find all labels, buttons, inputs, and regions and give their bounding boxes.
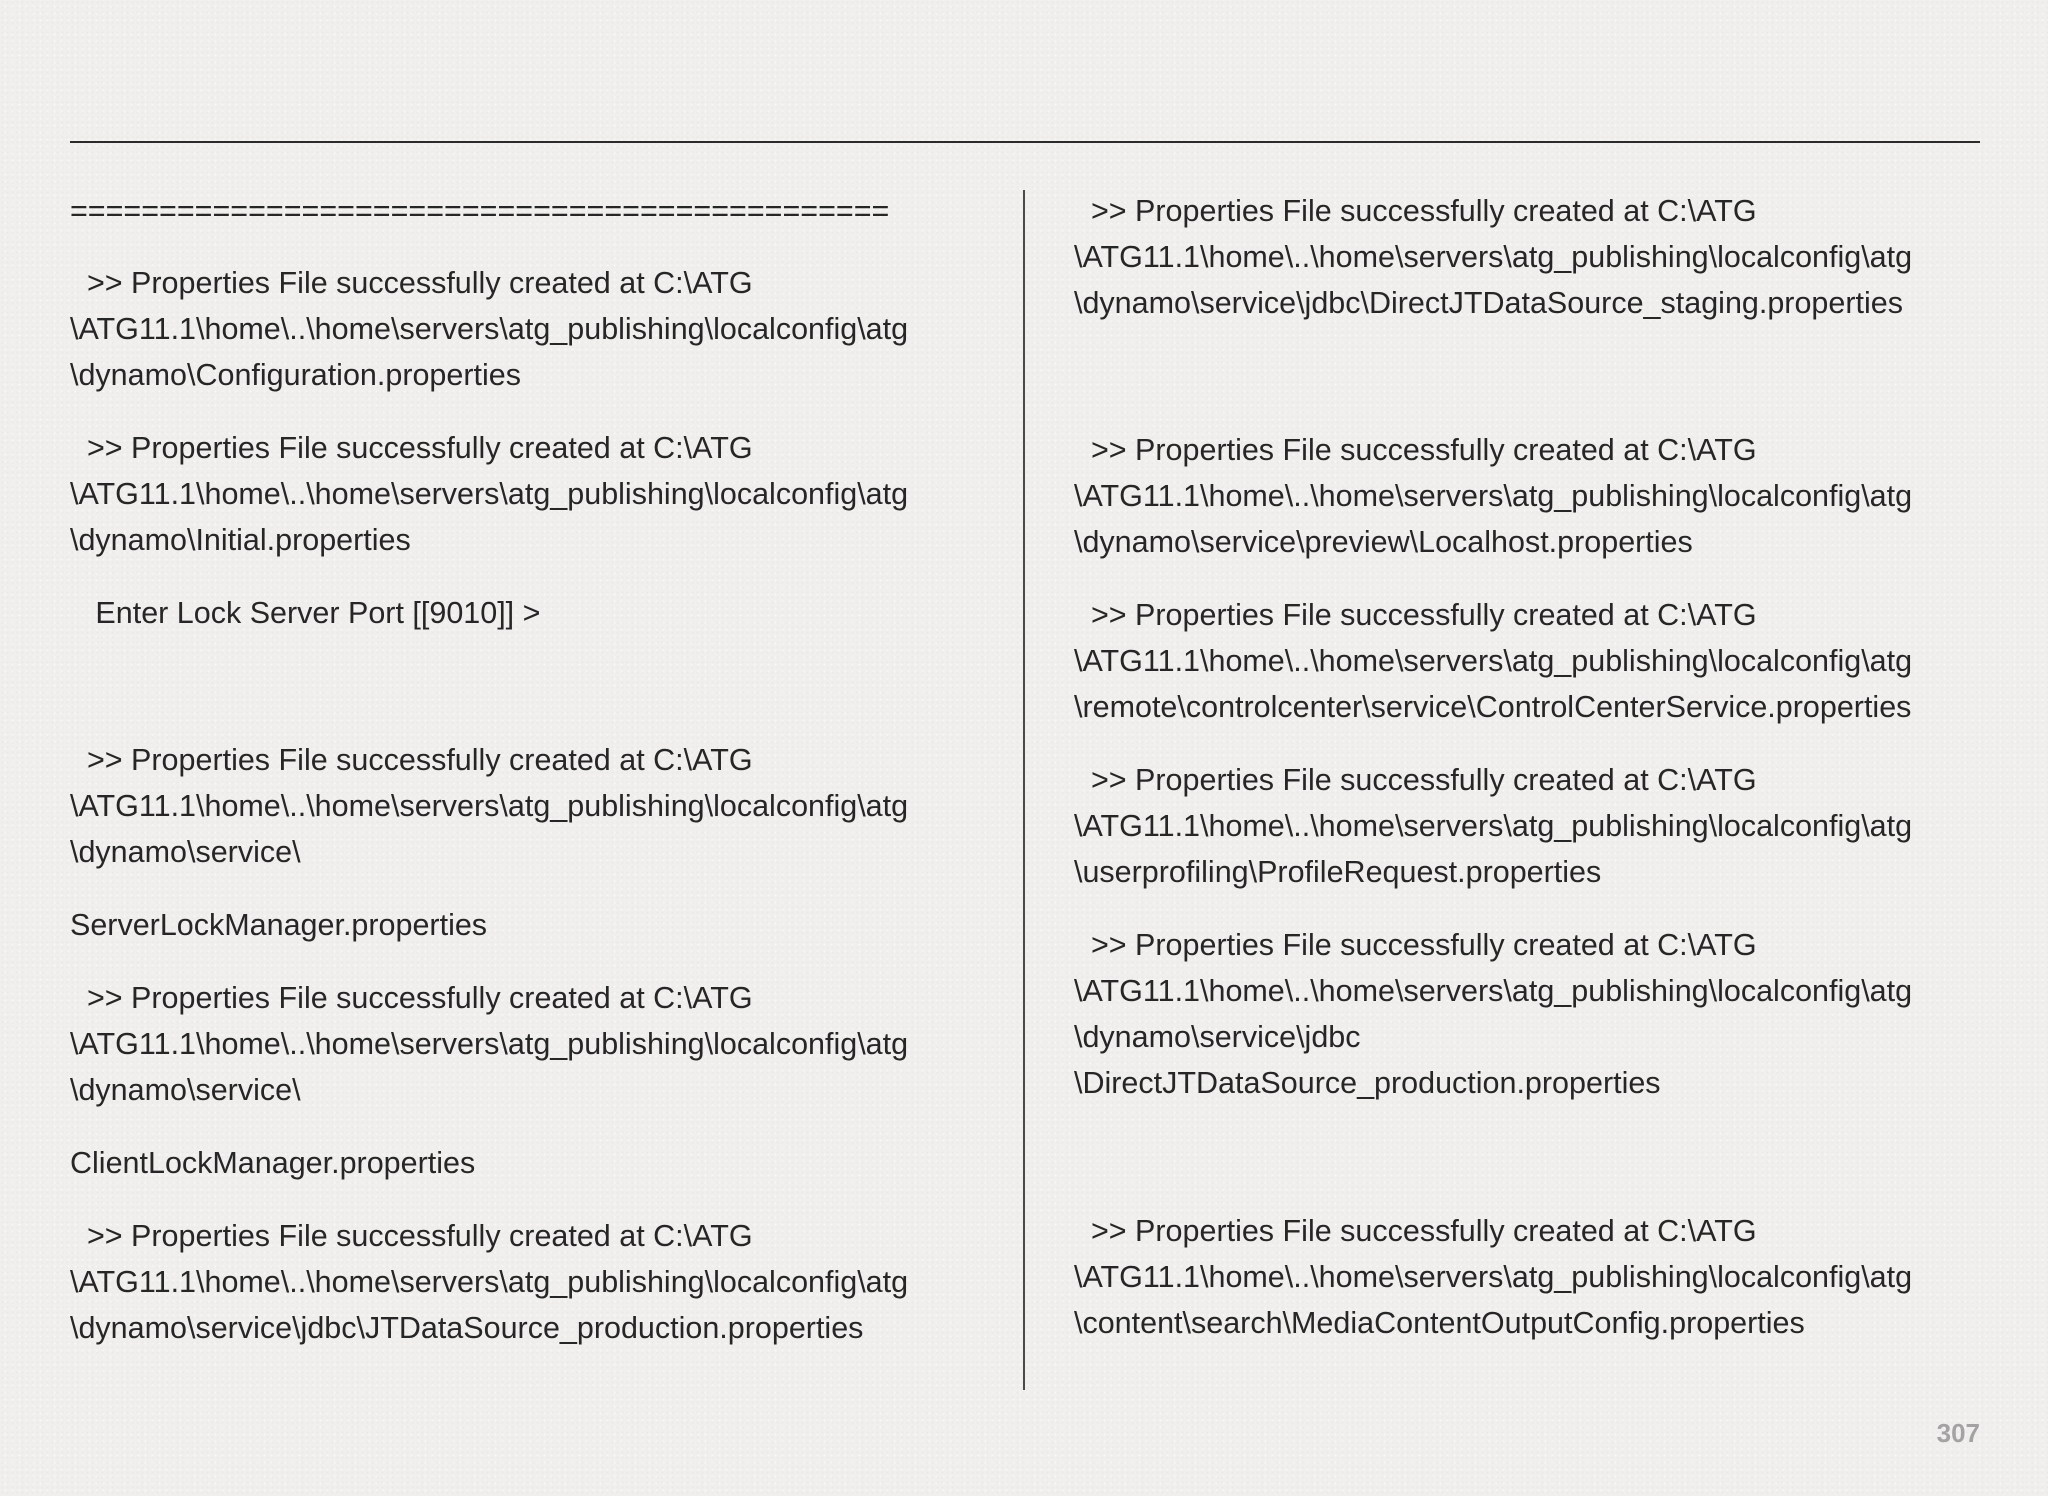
header-rule xyxy=(70,141,1980,143)
log-entry-client-lock-manager: >> Properties File successfully created at C:\ATG \ATG11.1\home\..\home\servers\atg_publishing\localconfig\atg \dynamo\service\ xyxy=(70,981,909,1107)
log-entry-jt-datasource-production: >> Properties File successfully created at C:\ATG \ATG11.1\home\..\home\servers\atg_publishing\localconfig\atg \dynamo\service\jdbc\JTDataSource_production.properties xyxy=(70,1219,909,1345)
column-divider xyxy=(1023,190,1025,1390)
separator-line: ============================================== xyxy=(70,194,890,228)
log-entry-profile-request: >> Properties File successfully created at C:\ATG \ATG11.1\home\..\home\servers\atg_publishing\localconfig\atg \userprofiling\ProfileRequest.properties xyxy=(1074,763,1913,889)
left-column xyxy=(70,188,1000,1351)
log-entry-control-center-service: >> Properties File successfully created at C:\ATG \ATG11.1\home\..\home\servers\atg_publishing\localconfig\atg \remote\controlcenter\service\ControlCenterService.properties xyxy=(1074,598,1913,724)
log-entry-direct-jt-datasource-staging: >> Properties File successfully created at C:\ATG \ATG11.1\home\..\home\servers\atg_publishing\localconfig\atg \dynamo\service\jdbc\DirectJTDataSource_staging.properties xyxy=(1074,194,1913,320)
log-entry-initial: >> Properties File successfully created at C:\ATG \ATG11.1\home\..\home\servers\atg_publishing\localconfig\atg \dynamo\Initial.properties xyxy=(70,431,909,557)
log-entry-direct-jt-datasource-production: >> Properties File successfully created at C:\ATG \ATG11.1\home\..\home\servers\atg_publishing\localconfig\atg \dynamo\service\jdbc \DirectJTDataSource_production.properties xyxy=(1074,928,1913,1100)
log-entry-server-lock-manager: >> Properties File successfully created at C:\ATG \ATG11.1\home\..\home\servers\atg_publishing\localconfig\atg \dynamo\service\ xyxy=(70,743,909,869)
log-entry-filename-server-lock-manager: ServerLockManager.properties xyxy=(70,908,488,942)
right-column xyxy=(1074,188,1984,1346)
lock-server-port-prompt: Enter Lock Server Port [[9010]] > xyxy=(70,596,541,630)
log-entry-localhost: >> Properties File successfully created at C:\ATG \ATG11.1\home\..\home\servers\atg_publishing\localconfig\atg \dynamo\service\preview\Localhost.properties xyxy=(1074,433,1913,559)
log-entry-media-content-output-config: >> Properties File successfully created at C:\ATG \ATG11.1\home\..\home\servers\atg_publishing\localconfig\atg \content\search\MediaContentOutputConfig.properties xyxy=(1074,1214,1913,1340)
log-entry-configuration: >> Properties File successfully created at C:\ATG \ATG11.1\home\..\home\servers\atg_publishing\localconfig\atg \dynamo\Configuration.properties xyxy=(70,266,909,392)
page-number: 307 xyxy=(1936,1418,1980,1448)
log-entry-filename-client-lock-manager: ClientLockManager.properties xyxy=(70,1146,476,1180)
